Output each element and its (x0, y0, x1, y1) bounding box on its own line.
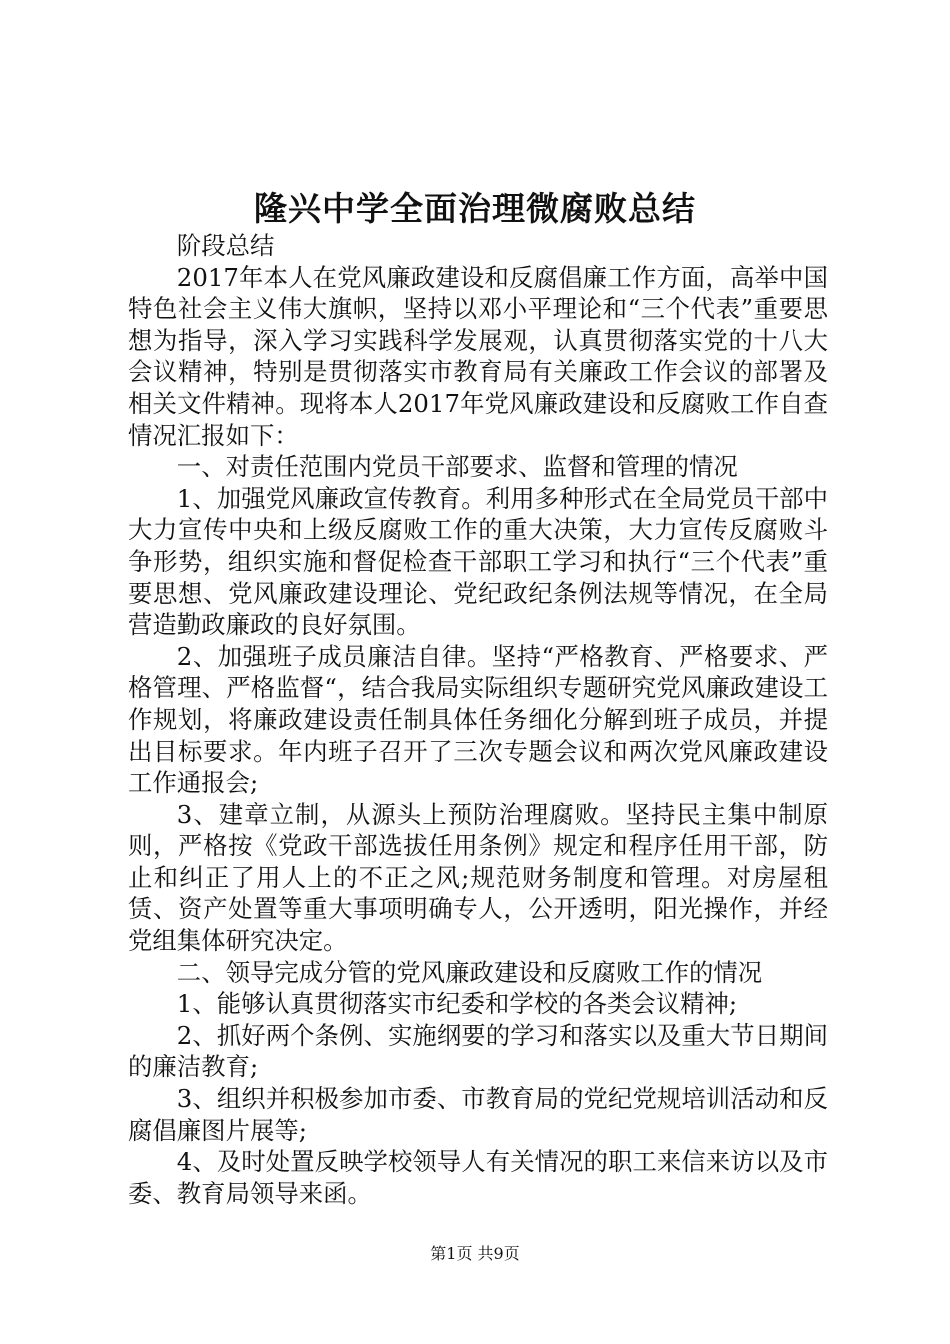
paragraph-sub-item-1: 1、能够认真贯彻落实市纪委和学校的各类会议精神; (176, 989, 738, 1019)
paragraph-item-3: 3、建章立制，从源头上预防治理腐败。坚持民主集中制原则，严格按《党政干部选拔任用条例》规定和程序任用干部，防止和纠正了用人上的不正之风;规范财务制度和管理。对房屋租赁、资产处置等重大事项明确专人，公开透明，阳光操作，并经党组集体研究决定。 (128, 799, 828, 956)
paragraph-stage-summary: 阶段总结 (176, 231, 275, 260)
section-heading-1: 一、对责任范围内党员干部要求、监督和管理的情况 (176, 452, 738, 482)
paragraph-intro: 2017年本人在党风廉政建设和反腐倡廉工作方面，高举中国特色社会主义伟大旗帜，坚持以邓小平理论和“三个代表”重要思想为指导，深入学习实践科学发展观，认真贯彻落实党的十八大会议精神，特别是贯彻落实市教育局有关廉政工作会议的部署及相关文件精神。现将本人2017年党风廉政建设和反腐败工作自查情况汇报如下： (128, 262, 828, 450)
paragraph-sub-item-2: 2、抓好两个条例、实施纲要的学习和落实以及重大节日期间的廉洁教育; (128, 1020, 828, 1082)
document-body (128, 230, 828, 1209)
paragraph-item-1: 1、加强党风廉政宣传教育。利用多种形式在全局党员干部中大力宣传中央和上级反腐败工作的重大决策，大力宣传反腐败斗争形势，组织实施和督促检查干部职工学习和执行“三个代表”重要思想、党风廉政建设理论、党纪政纪条例法规等情况，在全局营造勤政廉政的良好氛围。 (128, 483, 828, 640)
paragraph-sub-item-4: 4、及时处置反映学校领导人有关情况的职工来信来访以及市委、教育局领导来函。 (128, 1147, 828, 1208)
paragraph-sub-item-3: 3、组织并积极参加市委、市教育局的党纪党规培训活动和反腐倡廉图片展等; (128, 1084, 828, 1145)
paragraph-item-2: 2、加强班子成员廉洁自律。坚持“严格教育、严格要求、严格管理、严格监督“，结合我局实际组织专题研究党风廉政建设工作规划，将廉政建设责任制具体任务细化分解到班子成员，并提出目标要求。年内班子召开了三次专题会议和两次党风廉政建设工作通报会; (128, 641, 828, 798)
document-title: 隆兴中学全面治理微腐败总结 (254, 189, 696, 228)
page-number-footer: 第1页 共9页 (430, 1244, 520, 1263)
section-heading-2: 二、领导完成分管的党风廉政建设和反腐败工作的情况 (176, 957, 763, 987)
